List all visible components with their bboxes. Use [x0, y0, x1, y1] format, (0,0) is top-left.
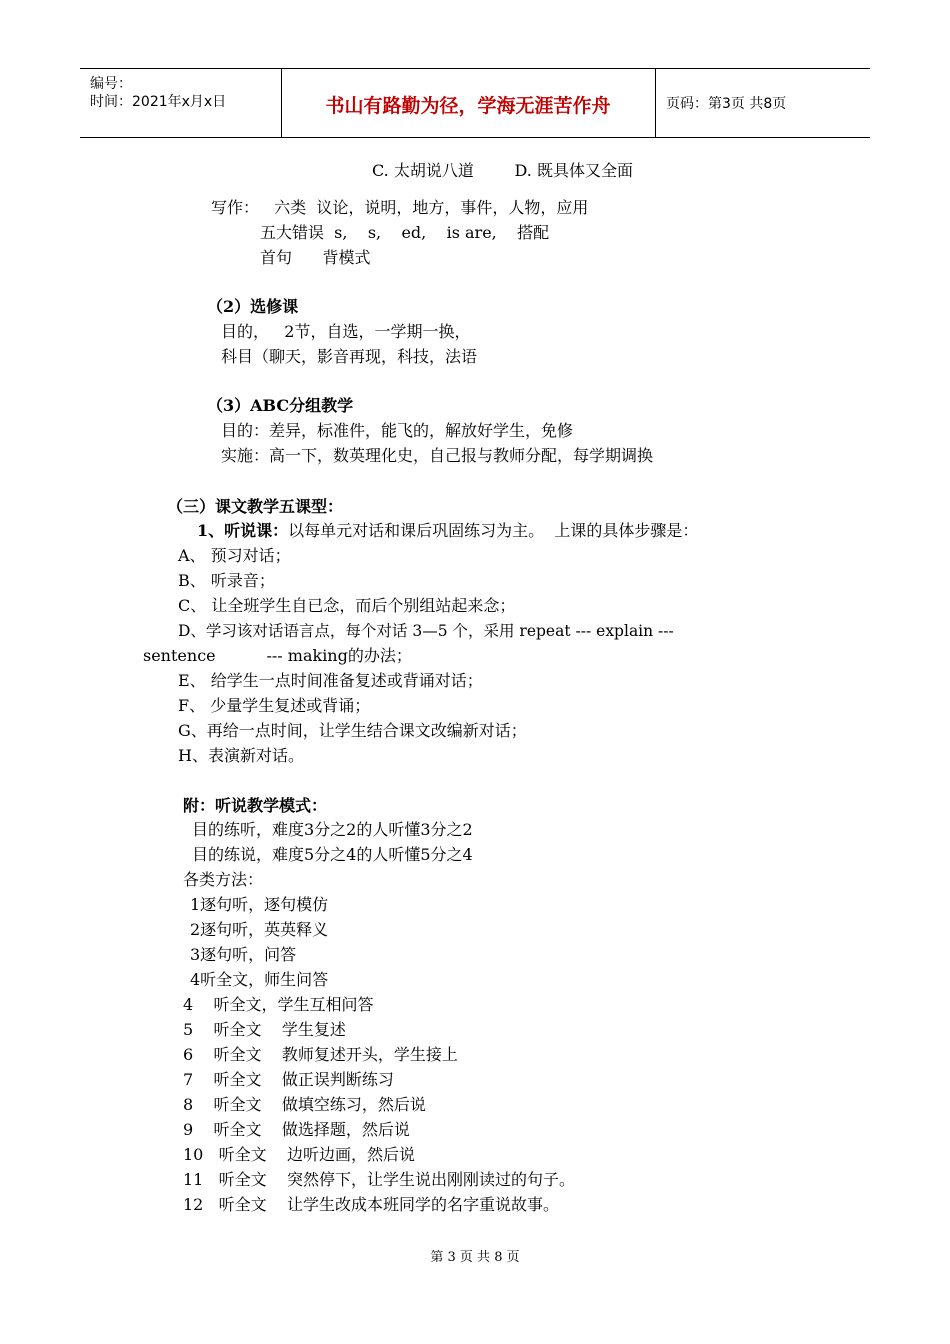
step-d-continued: sentence --- making的办法； — [143, 646, 412, 665]
document-number-label: 编号： — [90, 76, 132, 92]
section3-title: （三）课文教学五课型： — [167, 497, 344, 516]
writing-errors: 五大错误 s, s, ed, is are, 搭配 — [260, 223, 550, 242]
document-header — [80, 68, 870, 138]
step-h: H、表演新对话。 — [178, 746, 304, 765]
method-item: 11 听全文 突然停下，让学生说出刚刚读过的句子。 — [183, 1170, 575, 1189]
method-item: 8 听全文 做填空练习，然后说 — [183, 1095, 426, 1114]
method-item: 3逐句听，问答 — [190, 945, 297, 964]
appendix-title: 附：听说教学模式： — [183, 796, 328, 815]
method-item: 9 听全文 做选择题，然后说 — [183, 1120, 410, 1139]
elective-subjects: 科目（聊天，影音再现，科技，法语 — [221, 347, 478, 366]
header-motto: 书山有路勤为径，学海无涯苦作舟 — [325, 95, 611, 117]
goal-speaking: 目的练说，难度5分之4的人听懂5分之4 — [192, 845, 473, 864]
step-c: C、 让全班学生自已念，而后个别组站起来念； — [178, 596, 516, 615]
step-a: A、 预习对话； — [178, 546, 291, 565]
listening-lesson-lead: 1、听说课： — [197, 521, 289, 540]
method-item: 4 听全文，学生互相问答 — [183, 995, 374, 1014]
listening-lesson-desc: 以每单元对话和课后巩固练习为主。 上课的具体步骤是： — [288, 521, 699, 540]
step-f: F、 少量学生复述或背诵； — [178, 696, 371, 715]
page-footer: 第 3 页 共 8 页 — [430, 1250, 520, 1265]
method-item: 2逐句听，英英释义 — [190, 920, 329, 939]
step-b: B、 听录音； — [178, 571, 275, 590]
elective-title: （2）选修课 — [207, 297, 299, 316]
header-page-label: 页码：第3页 共8页 — [666, 96, 787, 112]
writing-title: 写作： 六类 议论，说明，地方，事件，人物，应用 — [211, 198, 589, 217]
options-cd: C. 太胡说八道 D. 既具体又全面 — [372, 161, 633, 180]
goal-listening: 目的练听，难度3分之2的人听懂3分之2 — [192, 820, 473, 839]
method-item: 4听全文，师生问答 — [190, 970, 329, 989]
step-e: E、 给学生一点时间准备复述或背诵对话； — [178, 671, 483, 690]
step-d: D、学习该对话语言点，每个对话 3—5 个，采用 repeat --- explain --- — [178, 622, 674, 640]
method-item: 10 听全文 边听边画，然后说 — [183, 1145, 415, 1164]
document-time-label: 时间：2021年x月x日 — [90, 94, 227, 110]
abc-implementation: 实施：高一下，数英理化史，自己报与教师分配，每学期调换 — [221, 446, 654, 465]
method-item: 6 听全文 教师复述开头，学生接上 — [183, 1045, 458, 1064]
step-g: G、再给一点时间，让学生结合课文改编新对话； — [178, 721, 527, 740]
method-item: 5 听全文 学生复述 — [183, 1020, 346, 1039]
listening-lesson-line — [197, 520, 698, 542]
elective-purpose: 目的， 2节，自选，一学期一换， — [221, 322, 471, 341]
method-item: 12 听全文 让学生改成本班同学的名字重说故事。 — [183, 1195, 559, 1214]
methods-label: 各类方法： — [183, 870, 264, 889]
abc-purpose: 目的：差异，标准件，能飞的，解放好学生，免修 — [221, 421, 574, 440]
abc-title: （3）ABC分组教学 — [207, 396, 354, 415]
writing-first-sentence: 首句 背模式 — [260, 248, 371, 267]
method-item: 1逐句听，逐句模仿 — [190, 895, 329, 914]
method-item: 7 听全文 做正误判断练习 — [183, 1070, 394, 1089]
header-divider — [655, 69, 656, 137]
